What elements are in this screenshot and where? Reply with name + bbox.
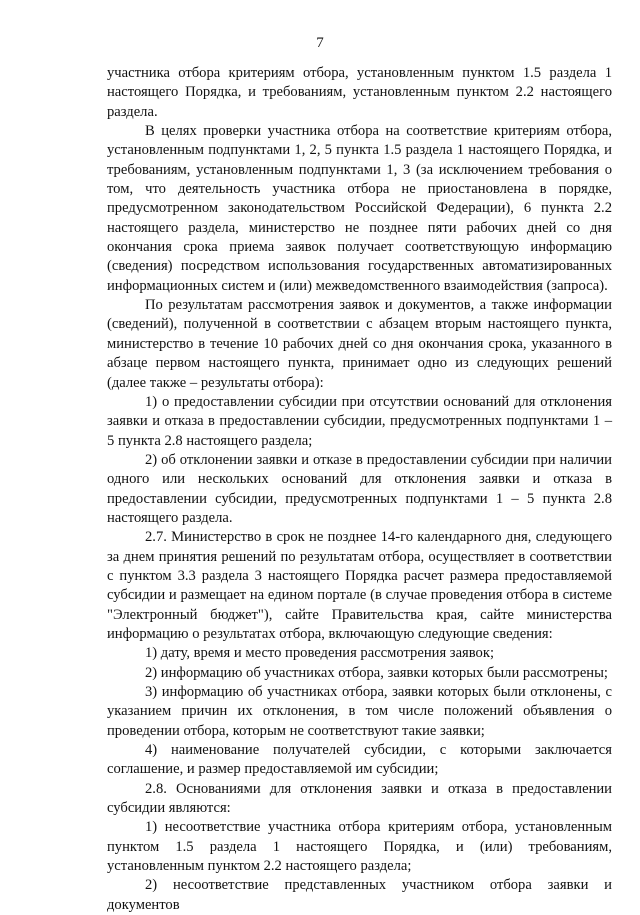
list-item-reviewed-participants: 2) информацию об участниках отбора, заявки которых были рассмотрены;: [145, 664, 608, 681]
document-body: [107, 64, 612, 915]
list-item-nonconformity-criteria: 1) несоответствие участника отбора критериям отбора, установленным пунктом 1.5 раздела 1 настоящего Порядка, и (или) требованиям, установленным пунктом 2.2 настоящего раздела;: [107, 819, 612, 875]
paragraph-section-2-7: 2.7. Министерство в срок не позднее 14-го календарного дня, следующего за днем принятия решений по результатам отбора, осуществляет в соответствии с пунктом 3.3 раздела 3 настоящего Порядка расчет размера предоставляемой субсидии и размещает на едином портале (в случае проведения отбора в системе "Электронный бюджет"), сайте Правительства края, сайте министерства информацию о результатах отбора, включающую следующие сведения:: [107, 529, 612, 642]
paragraph-decision-grant: 1) о предоставлении субсидии при отсутствии оснований для отклонения заявки и отказа в предоставлении субсидии, предусмотренных подпунктами 1 – 5 пункта 2.8 настоящего раздела;: [107, 393, 612, 449]
paragraph-review-results: По результатам рассмотрения заявок и документов, а также информации (сведений), полученной в соответствии с абзацем вторым настоящего пункта, министерство в течение 10 рабочих дней со дня окончания срока, указанного в абзаце первом настоящего пункта, принимает одно из следующих решений (далее также – результаты отбора):: [107, 297, 612, 391]
paragraph-verification: В целях проверки участника отбора на соответствие критериям отбора, установленным подпунктами 1, 2, 5 пункта 1.5 раздела 1 настоящего Порядка, и требованиям, установленным подпунктами 1, 3 (за исключением требования о том, что деятельность участника отбора не приостановлена в порядке, предусмотренном законодательством Российской Федерации), 6 пункта 2.2 настоящего раздела, министерство не позднее пяти рабочих дней со дня окончания срока приема заявок получает соответствующую информацию (сведения) посредством использования государственных автоматизированных информационных систем и (или) межведомственного взаимодействия (запроса).: [107, 123, 612, 294]
page-number: 7: [316, 35, 324, 51]
list-item-rejected-participants: 3) информацию об участниках отбора, заявки которых были отклонены, с указанием причин их отклонения, в том числе положений объявления о проведении отбора, которым не соответствуют такие заявки;: [107, 684, 612, 739]
list-item-nonconformity-documents: 2) несоответствие представленных участником отбора заявки и документов: [107, 877, 612, 913]
paragraph-section-2-8: 2.8. Основаниями для отклонения заявки и отказа в предоставлении субсидии являются:: [107, 780, 612, 817]
paragraph-decision-reject: 2) об отклонении заявки и отказе в предоставлении субсидии при наличии одного или нескольких оснований для отклонения заявки и отказа в предоставлении субсидии, предусмотренных подпунктами 1 – 5 пункта 2.8 настоящего раздела.: [107, 451, 612, 526]
list-item-recipients: 4) наименование получателей субсидии, с которыми заключается соглашение, и размер предоставляемой им субсидии;: [107, 742, 612, 778]
paragraph-continuation: участника отбора критериям отбора, установленным пунктом 1.5 раздела 1 настоящего Порядка, и требованиям, установленным пунктом 2.2 настоящего раздела.: [107, 65, 612, 120]
list-item-review-date: 1) дату, время и место проведения рассмотрения заявок;: [145, 645, 494, 662]
